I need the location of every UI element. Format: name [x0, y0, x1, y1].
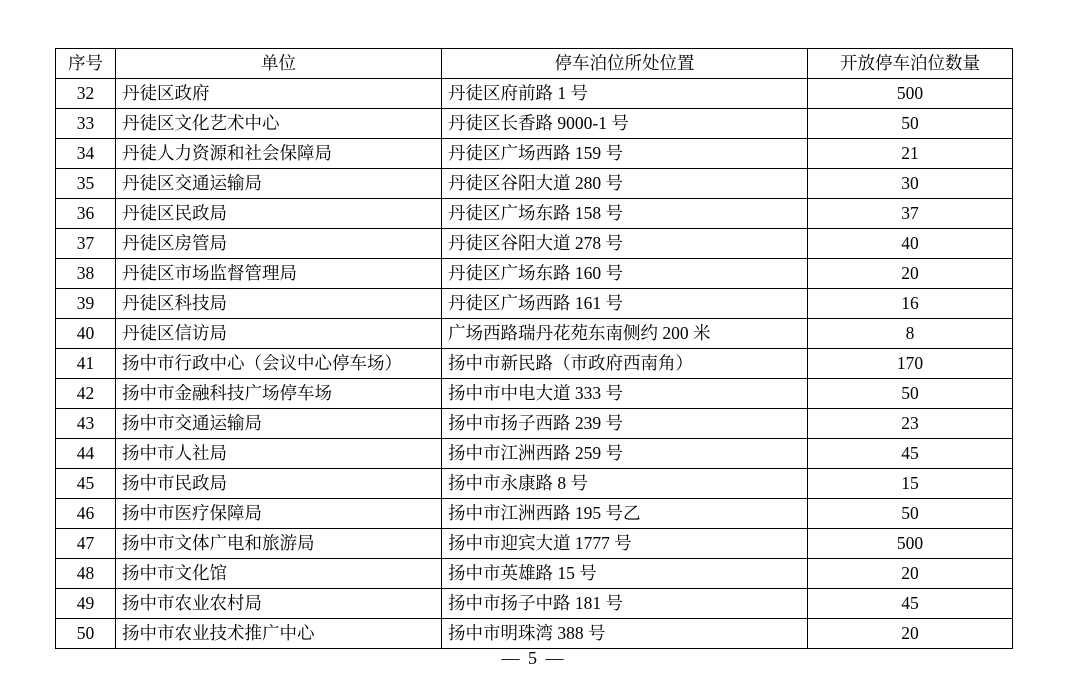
cell-index: 41 — [56, 349, 116, 379]
cell-index: 42 — [56, 379, 116, 409]
cell-index: 39 — [56, 289, 116, 319]
cell-unit: 丹徒区政府 — [116, 79, 442, 109]
table-row — [56, 319, 1013, 349]
table-row — [56, 259, 1013, 289]
cell-count: 20 — [808, 619, 1013, 649]
table-row — [56, 79, 1013, 109]
cell-location: 丹徒区谷阳大道 280 号 — [442, 169, 808, 199]
table-row — [56, 229, 1013, 259]
cell-location: 扬中市江洲西路 195 号乙 — [442, 499, 808, 529]
column-header-count: 开放停车泊位数量 — [808, 49, 1013, 79]
table-body — [56, 79, 1013, 649]
table-row — [56, 469, 1013, 499]
cell-unit: 丹徒区市场监督管理局 — [116, 259, 442, 289]
cell-unit: 丹徒区科技局 — [116, 289, 442, 319]
cell-unit: 丹徒区信访局 — [116, 319, 442, 349]
column-header-unit: 单位 — [116, 49, 442, 79]
cell-count: 20 — [808, 259, 1013, 289]
cell-unit: 扬中市行政中心（会议中心停车场） — [116, 349, 442, 379]
table-row — [56, 559, 1013, 589]
cell-unit: 扬中市农业农村局 — [116, 589, 442, 619]
cell-location: 扬中市扬子中路 181 号 — [442, 589, 808, 619]
cell-location: 扬中市扬子西路 239 号 — [442, 409, 808, 439]
cell-count: 37 — [808, 199, 1013, 229]
table-row — [56, 439, 1013, 469]
cell-location: 扬中市永康路 8 号 — [442, 469, 808, 499]
table-row — [56, 379, 1013, 409]
cell-count: 45 — [808, 589, 1013, 619]
cell-index: 40 — [56, 319, 116, 349]
cell-location: 丹徒区府前路 1 号 — [442, 79, 808, 109]
cell-index: 49 — [56, 589, 116, 619]
cell-location: 丹徒区广场东路 160 号 — [442, 259, 808, 289]
cell-count: 50 — [808, 379, 1013, 409]
cell-index: 33 — [56, 109, 116, 139]
parking-lot-table — [55, 48, 1013, 649]
cell-index: 43 — [56, 409, 116, 439]
cell-count: 500 — [808, 529, 1013, 559]
table-row — [56, 199, 1013, 229]
cell-location: 广场西路瑞丹花苑东南侧约 200 米 — [442, 319, 808, 349]
cell-unit: 扬中市医疗保障局 — [116, 499, 442, 529]
cell-location: 扬中市明珠湾 388 号 — [442, 619, 808, 649]
cell-unit: 扬中市人社局 — [116, 439, 442, 469]
parking-lot-table-container — [55, 48, 1012, 649]
table-row — [56, 619, 1013, 649]
cell-count: 16 — [808, 289, 1013, 319]
cell-location: 丹徒区谷阳大道 278 号 — [442, 229, 808, 259]
cell-unit: 丹徒区文化艺术中心 — [116, 109, 442, 139]
table-row — [56, 499, 1013, 529]
cell-count: 23 — [808, 409, 1013, 439]
cell-index: 46 — [56, 499, 116, 529]
cell-count: 40 — [808, 229, 1013, 259]
table-row — [56, 109, 1013, 139]
cell-index: 38 — [56, 259, 116, 289]
cell-location: 扬中市中电大道 333 号 — [442, 379, 808, 409]
cell-unit: 扬中市文体广电和旅游局 — [116, 529, 442, 559]
cell-unit: 丹徒区民政局 — [116, 199, 442, 229]
cell-location: 丹徒区广场西路 159 号 — [442, 139, 808, 169]
cell-count: 21 — [808, 139, 1013, 169]
cell-location: 丹徒区长香路 9000-1 号 — [442, 109, 808, 139]
cell-count: 500 — [808, 79, 1013, 109]
cell-count: 30 — [808, 169, 1013, 199]
cell-location: 扬中市新民路（市政府西南角） — [442, 349, 808, 379]
cell-unit: 扬中市农业技术推广中心 — [116, 619, 442, 649]
cell-index: 44 — [56, 439, 116, 469]
cell-unit: 扬中市金融科技广场停车场 — [116, 379, 442, 409]
cell-index: 50 — [56, 619, 116, 649]
cell-location: 丹徒区广场西路 161 号 — [442, 289, 808, 319]
table-row — [56, 349, 1013, 379]
cell-count: 20 — [808, 559, 1013, 589]
cell-index: 47 — [56, 529, 116, 559]
cell-index: 45 — [56, 469, 116, 499]
table-row — [56, 589, 1013, 619]
table-row — [56, 529, 1013, 559]
cell-unit: 丹徒区交通运输局 — [116, 169, 442, 199]
table-row — [56, 289, 1013, 319]
cell-unit: 丹徒人力资源和社会保障局 — [116, 139, 442, 169]
table-row — [56, 169, 1013, 199]
cell-index: 36 — [56, 199, 116, 229]
cell-unit: 扬中市交通运输局 — [116, 409, 442, 439]
cell-count: 50 — [808, 109, 1013, 139]
cell-index: 32 — [56, 79, 116, 109]
cell-count: 45 — [808, 439, 1013, 469]
cell-count: 8 — [808, 319, 1013, 349]
table-row — [56, 409, 1013, 439]
cell-location: 扬中市江洲西路 259 号 — [442, 439, 808, 469]
column-header-index: 序号 — [56, 49, 116, 79]
cell-unit: 扬中市民政局 — [116, 469, 442, 499]
cell-unit: 丹徒区房管局 — [116, 229, 442, 259]
cell-index: 34 — [56, 139, 116, 169]
table-header-row — [56, 49, 1013, 79]
cell-index: 48 — [56, 559, 116, 589]
cell-index: 37 — [56, 229, 116, 259]
cell-location: 丹徒区广场东路 158 号 — [442, 199, 808, 229]
table-row — [56, 139, 1013, 169]
table-header — [56, 49, 1013, 79]
cell-location: 扬中市迎宾大道 1777 号 — [442, 529, 808, 559]
cell-count: 15 — [808, 469, 1013, 499]
column-header-location: 停车泊位所处位置 — [442, 49, 808, 79]
cell-location: 扬中市英雄路 15 号 — [442, 559, 808, 589]
cell-count: 50 — [808, 499, 1013, 529]
cell-count: 170 — [808, 349, 1013, 379]
cell-unit: 扬中市文化馆 — [116, 559, 442, 589]
page-number: — 5 — — [501, 648, 566, 668]
cell-index: 35 — [56, 169, 116, 199]
